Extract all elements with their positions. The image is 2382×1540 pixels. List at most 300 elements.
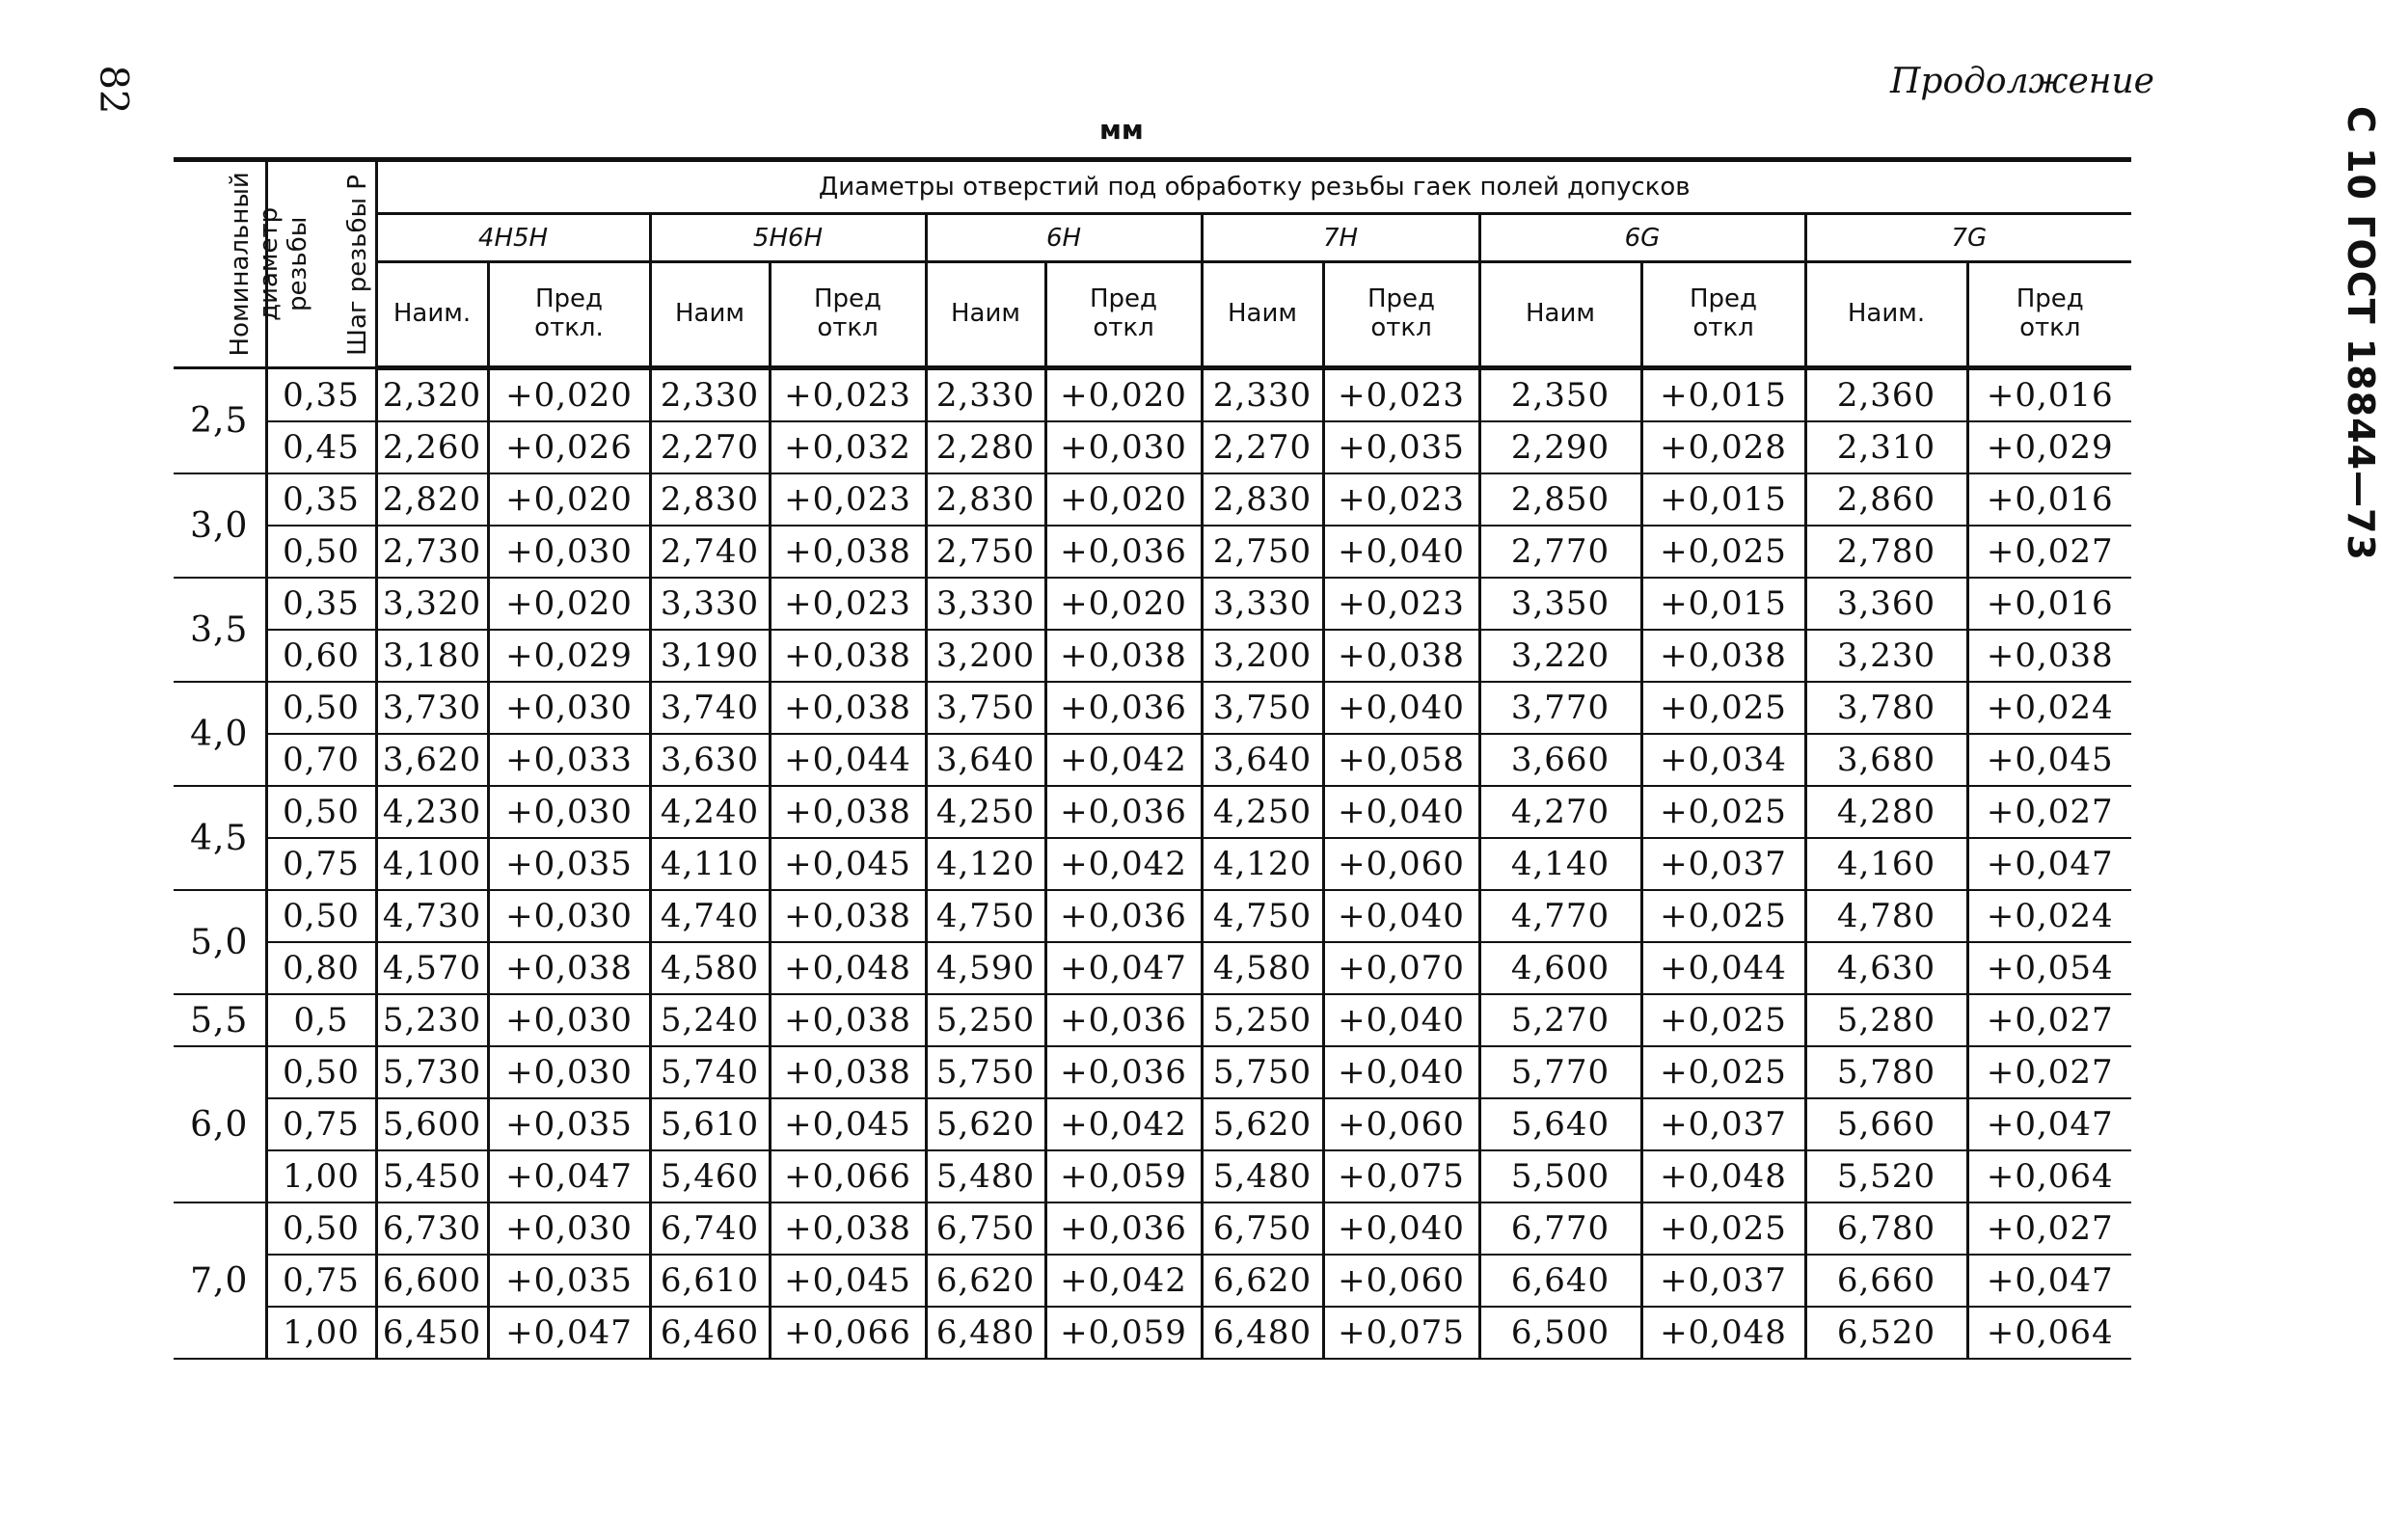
pitch-cell: 0,50 <box>266 890 376 942</box>
deviation-value-cell: +0,047 <box>488 1307 650 1359</box>
deviation-value-cell: +0,030 <box>488 994 650 1046</box>
nominal-value-cell: 2,330 <box>1202 368 1323 422</box>
deviation-value-cell: +0,036 <box>1045 786 1202 838</box>
nominal-value-cell: 2,310 <box>1805 421 1967 473</box>
nominal-value-cell: 3,350 <box>1479 578 1641 630</box>
deviation-value-cell: +0,054 <box>1967 942 2131 994</box>
nominal-value-cell: 5,280 <box>1805 994 1967 1046</box>
nominal-value-cell: 3,680 <box>1805 734 1967 786</box>
deviation-value-cell: +0,040 <box>1323 526 1479 578</box>
side-standard-label: С 10 ГОСТ 18844—73 <box>2340 106 2382 561</box>
nominal-value-cell: 4,230 <box>376 786 488 838</box>
deviation-value-cell: +0,025 <box>1641 526 1805 578</box>
deviation-value-cell: +0,060 <box>1323 1255 1479 1307</box>
nominal-value-cell: 2,320 <box>376 368 488 422</box>
nominal-diameter-cell: 5,5 <box>174 994 266 1046</box>
header-deviation-label: Пред откл <box>1641 262 1805 368</box>
deviation-value-cell: +0,030 <box>1045 421 1202 473</box>
units-label: мм <box>1099 114 1144 146</box>
header-field: 6G <box>1479 214 1805 262</box>
nominal-value-cell: 3,630 <box>650 734 770 786</box>
deviation-value-cell: +0,040 <box>1323 1046 1479 1098</box>
deviation-value-cell: +0,035 <box>488 1098 650 1150</box>
nominal-value-cell: 5,750 <box>1202 1046 1323 1098</box>
header-field: 7G <box>1805 214 2131 262</box>
deviation-value-cell: +0,066 <box>770 1307 926 1359</box>
deviation-value-cell: +0,047 <box>1045 942 1202 994</box>
nominal-value-cell: 4,110 <box>650 838 770 890</box>
deviation-value-cell: +0,042 <box>1045 1255 1202 1307</box>
deviation-value-cell: +0,047 <box>1967 838 2131 890</box>
deviation-value-cell: +0,020 <box>1045 473 1202 526</box>
nominal-value-cell: 6,750 <box>926 1202 1045 1255</box>
header-field: 7H <box>1202 214 1479 262</box>
pitch-cell: 0,50 <box>266 1202 376 1255</box>
header-nominal-label: Наим. <box>1805 262 1967 368</box>
deviation-value-cell: +0,016 <box>1967 368 2131 422</box>
nominal-value-cell: 2,290 <box>1479 421 1641 473</box>
deviation-value-cell: +0,029 <box>488 630 650 682</box>
pitch-cell: 0,35 <box>266 578 376 630</box>
table-row <box>174 838 2131 890</box>
table-row <box>174 682 2131 734</box>
header-nominal-label: Наим <box>926 262 1045 368</box>
nominal-value-cell: 3,640 <box>926 734 1045 786</box>
header-nominal-label: Наим <box>650 262 770 368</box>
nominal-value-cell: 4,120 <box>1202 838 1323 890</box>
nominal-value-cell: 3,640 <box>1202 734 1323 786</box>
deviation-value-cell: +0,038 <box>770 786 926 838</box>
page-number: 82 <box>91 65 136 115</box>
deviation-value-cell: +0,036 <box>1045 526 1202 578</box>
table-row <box>174 1098 2131 1150</box>
nominal-value-cell: 4,580 <box>650 942 770 994</box>
deviation-value-cell: +0,035 <box>488 838 650 890</box>
deviation-value-cell: +0,059 <box>1045 1150 1202 1202</box>
nominal-value-cell: 6,660 <box>1805 1255 1967 1307</box>
deviation-value-cell: +0,045 <box>770 838 926 890</box>
deviation-value-cell: +0,023 <box>770 473 926 526</box>
nominal-value-cell: 4,740 <box>650 890 770 942</box>
nominal-value-cell: 2,770 <box>1479 526 1641 578</box>
table-row <box>174 1307 2131 1359</box>
deviation-value-cell: +0,015 <box>1641 368 1805 422</box>
nominal-value-cell: 5,660 <box>1805 1098 1967 1150</box>
deviation-value-cell: +0,064 <box>1967 1307 2131 1359</box>
table-row <box>174 1255 2131 1307</box>
nominal-value-cell: 2,330 <box>926 368 1045 422</box>
nominal-value-cell: 4,570 <box>376 942 488 994</box>
deviation-value-cell: +0,020 <box>488 473 650 526</box>
table-row <box>174 1046 2131 1098</box>
nominal-value-cell: 2,360 <box>1805 368 1967 422</box>
deviation-value-cell: +0,030 <box>488 1202 650 1255</box>
nominal-value-cell: 3,330 <box>1202 578 1323 630</box>
nominal-value-cell: 5,780 <box>1805 1046 1967 1098</box>
nominal-value-cell: 3,360 <box>1805 578 1967 630</box>
nominal-value-cell: 2,740 <box>650 526 770 578</box>
deviation-value-cell: +0,020 <box>488 368 650 422</box>
deviation-value-cell: +0,058 <box>1323 734 1479 786</box>
nominal-value-cell: 4,580 <box>1202 942 1323 994</box>
deviation-value-cell: +0,038 <box>770 526 926 578</box>
deviation-value-cell: +0,025 <box>1641 1202 1805 1255</box>
table-row <box>174 1150 2131 1202</box>
nominal-value-cell: 5,520 <box>1805 1150 1967 1202</box>
nominal-value-cell: 3,190 <box>650 630 770 682</box>
nominal-value-cell: 6,620 <box>1202 1255 1323 1307</box>
table-row <box>174 734 2131 786</box>
deviation-value-cell: +0,048 <box>1641 1307 1805 1359</box>
nominal-value-cell: 4,750 <box>926 890 1045 942</box>
header-field: 6H <box>926 214 1202 262</box>
header-group-title: Диаметры отверстий под обработку резьбы гаек полей допусков <box>376 160 2131 214</box>
deviation-value-cell: +0,038 <box>770 994 926 1046</box>
header-field: 5H6H <box>650 214 926 262</box>
deviation-value-cell: +0,023 <box>770 368 926 422</box>
deviation-value-cell: +0,038 <box>1641 630 1805 682</box>
nominal-value-cell: 6,450 <box>376 1307 488 1359</box>
header-sublabels-row <box>174 262 2131 368</box>
nominal-value-cell: 3,180 <box>376 630 488 682</box>
deviation-value-cell: +0,060 <box>1323 838 1479 890</box>
deviation-value-cell: +0,034 <box>1641 734 1805 786</box>
deviation-value-cell: +0,023 <box>770 578 926 630</box>
nominal-value-cell: 4,280 <box>1805 786 1967 838</box>
nominal-value-cell: 3,200 <box>1202 630 1323 682</box>
deviation-value-cell: +0,016 <box>1967 473 2131 526</box>
nominal-value-cell: 5,460 <box>650 1150 770 1202</box>
deviation-value-cell: +0,047 <box>1967 1255 2131 1307</box>
header-thread-pitch: Шаг резьбы P <box>266 160 376 368</box>
nominal-value-cell: 2,750 <box>1202 526 1323 578</box>
header-deviation-label: Пред откл <box>1045 262 1202 368</box>
deviation-value-cell: +0,044 <box>1641 942 1805 994</box>
nominal-value-cell: 2,860 <box>1805 473 1967 526</box>
nominal-value-cell: 2,260 <box>376 421 488 473</box>
nominal-value-cell: 5,250 <box>1202 994 1323 1046</box>
header-nominal-label: Наим <box>1202 262 1323 368</box>
deviation-value-cell: +0,038 <box>770 1202 926 1255</box>
deviation-value-cell: +0,025 <box>1641 994 1805 1046</box>
nominal-value-cell: 3,740 <box>650 682 770 734</box>
nominal-value-cell: 2,830 <box>926 473 1045 526</box>
deviation-value-cell: +0,064 <box>1967 1150 2131 1202</box>
nominal-value-cell: 4,600 <box>1479 942 1641 994</box>
deviation-value-cell: +0,038 <box>488 942 650 994</box>
deviation-value-cell: +0,042 <box>1045 1098 1202 1150</box>
pitch-cell: 0,60 <box>266 630 376 682</box>
deviation-value-cell: +0,027 <box>1967 1046 2131 1098</box>
nominal-value-cell: 5,770 <box>1479 1046 1641 1098</box>
nominal-value-cell: 6,770 <box>1479 1202 1641 1255</box>
nominal-value-cell: 5,620 <box>1202 1098 1323 1150</box>
deviation-value-cell: +0,023 <box>1323 578 1479 630</box>
pitch-cell: 0,75 <box>266 1255 376 1307</box>
table-row <box>174 473 2131 526</box>
nominal-diameter-cell: 5,0 <box>174 890 266 994</box>
pitch-cell: 0,5 <box>266 994 376 1046</box>
deviation-value-cell: +0,045 <box>1967 734 2131 786</box>
deviation-value-cell: +0,042 <box>1045 734 1202 786</box>
deviation-value-cell: +0,025 <box>1641 890 1805 942</box>
nominal-value-cell: 2,780 <box>1805 526 1967 578</box>
nominal-value-cell: 2,830 <box>1202 473 1323 526</box>
nominal-value-cell: 4,770 <box>1479 890 1641 942</box>
table-row <box>174 630 2131 682</box>
deviation-value-cell: +0,029 <box>1967 421 2131 473</box>
nominal-value-cell: 6,610 <box>650 1255 770 1307</box>
deviation-value-cell: +0,027 <box>1967 526 2131 578</box>
pitch-cell: 0,45 <box>266 421 376 473</box>
nominal-value-cell: 5,740 <box>650 1046 770 1098</box>
deviation-value-cell: +0,036 <box>1045 682 1202 734</box>
pitch-cell: 0,50 <box>266 526 376 578</box>
deviation-value-cell: +0,036 <box>1045 1046 1202 1098</box>
deviation-value-cell: +0,036 <box>1045 1202 1202 1255</box>
deviation-value-cell: +0,066 <box>770 1150 926 1202</box>
pitch-cell: 0,35 <box>266 473 376 526</box>
deviation-value-cell: +0,040 <box>1323 786 1479 838</box>
nominal-value-cell: 3,200 <box>926 630 1045 682</box>
nominal-value-cell: 5,620 <box>926 1098 1045 1150</box>
deviation-value-cell: +0,048 <box>770 942 926 994</box>
nominal-value-cell: 5,730 <box>376 1046 488 1098</box>
continuation-label: Продолжение <box>1890 62 2154 101</box>
nominal-value-cell: 3,750 <box>926 682 1045 734</box>
tolerance-table <box>174 157 2131 1360</box>
table-row <box>174 1202 2131 1255</box>
deviation-value-cell: +0,070 <box>1323 942 1479 994</box>
nominal-value-cell: 2,270 <box>650 421 770 473</box>
deviation-value-cell: +0,040 <box>1323 682 1479 734</box>
nominal-diameter-cell: 6,0 <box>174 1046 266 1202</box>
table-row <box>174 994 2131 1046</box>
deviation-value-cell: +0,037 <box>1641 1098 1805 1150</box>
deviation-value-cell: +0,030 <box>488 786 650 838</box>
nominal-value-cell: 2,820 <box>376 473 488 526</box>
deviation-value-cell: +0,024 <box>1967 890 2131 942</box>
nominal-value-cell: 5,750 <box>926 1046 1045 1098</box>
nominal-value-cell: 5,270 <box>1479 994 1641 1046</box>
nominal-value-cell: 6,740 <box>650 1202 770 1255</box>
deviation-value-cell: +0,075 <box>1323 1307 1479 1359</box>
deviation-value-cell: +0,036 <box>1045 890 1202 942</box>
nominal-value-cell: 5,250 <box>926 994 1045 1046</box>
nominal-value-cell: 6,600 <box>376 1255 488 1307</box>
deviation-value-cell: +0,060 <box>1323 1098 1479 1150</box>
nominal-value-cell: 5,480 <box>926 1150 1045 1202</box>
nominal-value-cell: 5,600 <box>376 1098 488 1150</box>
nominal-value-cell: 6,480 <box>1202 1307 1323 1359</box>
nominal-value-cell: 3,230 <box>1805 630 1967 682</box>
header-deviation-label: Пред откл <box>1323 262 1479 368</box>
pitch-cell: 0,50 <box>266 682 376 734</box>
deviation-value-cell: +0,030 <box>488 1046 650 1098</box>
deviation-value-cell: +0,035 <box>1323 421 1479 473</box>
nominal-value-cell: 3,220 <box>1479 630 1641 682</box>
table-body <box>174 368 2131 1360</box>
nominal-value-cell: 5,610 <box>650 1098 770 1150</box>
deviation-value-cell: +0,040 <box>1323 890 1479 942</box>
header-nominal-label: Наим <box>1479 262 1641 368</box>
header-nominal-diameter: Номинальный диаметр резьбы <box>174 160 266 368</box>
nominal-value-cell: 3,330 <box>926 578 1045 630</box>
nominal-value-cell: 4,250 <box>926 786 1045 838</box>
header-deviation-label: Пред откл <box>770 262 926 368</box>
nominal-value-cell: 2,330 <box>650 368 770 422</box>
pitch-cell: 1,00 <box>266 1150 376 1202</box>
deviation-value-cell: +0,023 <box>1323 473 1479 526</box>
pitch-cell: 0,80 <box>266 942 376 994</box>
pitch-cell: 0,50 <box>266 1046 376 1098</box>
nominal-value-cell: 3,750 <box>1202 682 1323 734</box>
deviation-value-cell: +0,020 <box>488 578 650 630</box>
deviation-value-cell: +0,032 <box>770 421 926 473</box>
nominal-value-cell: 6,480 <box>926 1307 1045 1359</box>
nominal-value-cell: 4,120 <box>926 838 1045 890</box>
nominal-diameter-cell: 3,0 <box>174 473 266 578</box>
deviation-value-cell: +0,037 <box>1641 838 1805 890</box>
nominal-value-cell: 4,590 <box>926 942 1045 994</box>
nominal-value-cell: 2,850 <box>1479 473 1641 526</box>
deviation-value-cell: +0,037 <box>1641 1255 1805 1307</box>
deviation-value-cell: +0,035 <box>488 1255 650 1307</box>
header-deviation-label: Пред откл. <box>488 262 650 368</box>
deviation-value-cell: +0,030 <box>488 682 650 734</box>
table-row <box>174 890 2131 942</box>
deviation-value-cell: +0,038 <box>1323 630 1479 682</box>
table-row <box>174 368 2131 422</box>
tolerance-table-container <box>174 157 2131 1360</box>
pitch-cell: 0,75 <box>266 838 376 890</box>
deviation-value-cell: +0,023 <box>1323 368 1479 422</box>
header-deviation-label: Пред откл <box>1967 262 2131 368</box>
nominal-value-cell: 4,630 <box>1805 942 1967 994</box>
nominal-value-cell: 2,830 <box>650 473 770 526</box>
nominal-value-cell: 5,500 <box>1479 1150 1641 1202</box>
deviation-value-cell: +0,042 <box>1045 838 1202 890</box>
header-field: 4H5H <box>376 214 650 262</box>
deviation-value-cell: +0,015 <box>1641 473 1805 526</box>
deviation-value-cell: +0,075 <box>1323 1150 1479 1202</box>
deviation-value-cell: +0,033 <box>488 734 650 786</box>
deviation-value-cell: +0,036 <box>1045 994 1202 1046</box>
deviation-value-cell: +0,027 <box>1967 994 2131 1046</box>
deviation-value-cell: +0,040 <box>1323 994 1479 1046</box>
deviation-value-cell: +0,038 <box>770 682 926 734</box>
pitch-cell: 0,35 <box>266 368 376 422</box>
deviation-value-cell: +0,038 <box>770 890 926 942</box>
nominal-value-cell: 6,500 <box>1479 1307 1641 1359</box>
table-row <box>174 942 2131 994</box>
nominal-diameter-cell: 4,0 <box>174 682 266 786</box>
pitch-cell: 0,50 <box>266 786 376 838</box>
deviation-value-cell: +0,047 <box>1967 1098 2131 1150</box>
deviation-value-cell: +0,030 <box>488 890 650 942</box>
deviation-value-cell: +0,026 <box>488 421 650 473</box>
nominal-value-cell: 5,240 <box>650 994 770 1046</box>
deviation-value-cell: +0,038 <box>1967 630 2131 682</box>
nominal-value-cell: 6,520 <box>1805 1307 1967 1359</box>
deviation-value-cell: +0,038 <box>770 630 926 682</box>
nominal-value-cell: 4,100 <box>376 838 488 890</box>
nominal-value-cell: 3,320 <box>376 578 488 630</box>
header-fields-row <box>174 214 2131 262</box>
nominal-value-cell: 4,750 <box>1202 890 1323 942</box>
nominal-value-cell: 6,730 <box>376 1202 488 1255</box>
pitch-cell: 0,70 <box>266 734 376 786</box>
deviation-value-cell: +0,045 <box>770 1255 926 1307</box>
deviation-value-cell: +0,020 <box>1045 578 1202 630</box>
nominal-value-cell: 5,640 <box>1479 1098 1641 1150</box>
nominal-value-cell: 2,350 <box>1479 368 1641 422</box>
deviation-value-cell: +0,027 <box>1967 786 2131 838</box>
deviation-value-cell: +0,044 <box>770 734 926 786</box>
nominal-value-cell: 3,330 <box>650 578 770 630</box>
deviation-value-cell: +0,028 <box>1641 421 1805 473</box>
nominal-value-cell: 3,730 <box>376 682 488 734</box>
nominal-value-cell: 6,640 <box>1479 1255 1641 1307</box>
deviation-value-cell: +0,040 <box>1323 1202 1479 1255</box>
nominal-value-cell: 4,240 <box>650 786 770 838</box>
nominal-value-cell: 4,250 <box>1202 786 1323 838</box>
nominal-value-cell: 4,160 <box>1805 838 1967 890</box>
deviation-value-cell: +0,045 <box>770 1098 926 1150</box>
deviation-value-cell: +0,047 <box>488 1150 650 1202</box>
pitch-cell: 0,75 <box>266 1098 376 1150</box>
deviation-value-cell: +0,015 <box>1641 578 1805 630</box>
deviation-value-cell: +0,020 <box>1045 368 1202 422</box>
nominal-value-cell: 2,280 <box>926 421 1045 473</box>
pitch-cell: 1,00 <box>266 1307 376 1359</box>
deviation-value-cell: +0,025 <box>1641 1046 1805 1098</box>
nominal-value-cell: 6,460 <box>650 1307 770 1359</box>
deviation-value-cell: +0,025 <box>1641 682 1805 734</box>
nominal-value-cell: 6,620 <box>926 1255 1045 1307</box>
table-row <box>174 526 2131 578</box>
nominal-value-cell: 6,750 <box>1202 1202 1323 1255</box>
nominal-value-cell: 4,730 <box>376 890 488 942</box>
nominal-value-cell: 4,270 <box>1479 786 1641 838</box>
deviation-value-cell: +0,038 <box>770 1046 926 1098</box>
deviation-value-cell: +0,030 <box>488 526 650 578</box>
deviation-value-cell: +0,027 <box>1967 1202 2131 1255</box>
deviation-value-cell: +0,025 <box>1641 786 1805 838</box>
table-row <box>174 578 2131 630</box>
deviation-value-cell: +0,059 <box>1045 1307 1202 1359</box>
table-header <box>174 160 2131 368</box>
deviation-value-cell: +0,038 <box>1045 630 1202 682</box>
nominal-value-cell: 3,780 <box>1805 682 1967 734</box>
deviation-value-cell: +0,016 <box>1967 578 2131 630</box>
nominal-value-cell: 3,660 <box>1479 734 1641 786</box>
nominal-diameter-cell: 2,5 <box>174 368 266 474</box>
nominal-value-cell: 2,750 <box>926 526 1045 578</box>
table-row <box>174 421 2131 473</box>
deviation-value-cell: +0,024 <box>1967 682 2131 734</box>
nominal-value-cell: 3,770 <box>1479 682 1641 734</box>
nominal-value-cell: 5,480 <box>1202 1150 1323 1202</box>
nominal-value-cell: 5,450 <box>376 1150 488 1202</box>
nominal-value-cell: 6,780 <box>1805 1202 1967 1255</box>
nominal-value-cell: 5,230 <box>376 994 488 1046</box>
table-row <box>174 786 2131 838</box>
nominal-diameter-cell: 7,0 <box>174 1202 266 1359</box>
nominal-diameter-cell: 4,5 <box>174 786 266 890</box>
deviation-value-cell: +0,048 <box>1641 1150 1805 1202</box>
nominal-value-cell: 2,270 <box>1202 421 1323 473</box>
